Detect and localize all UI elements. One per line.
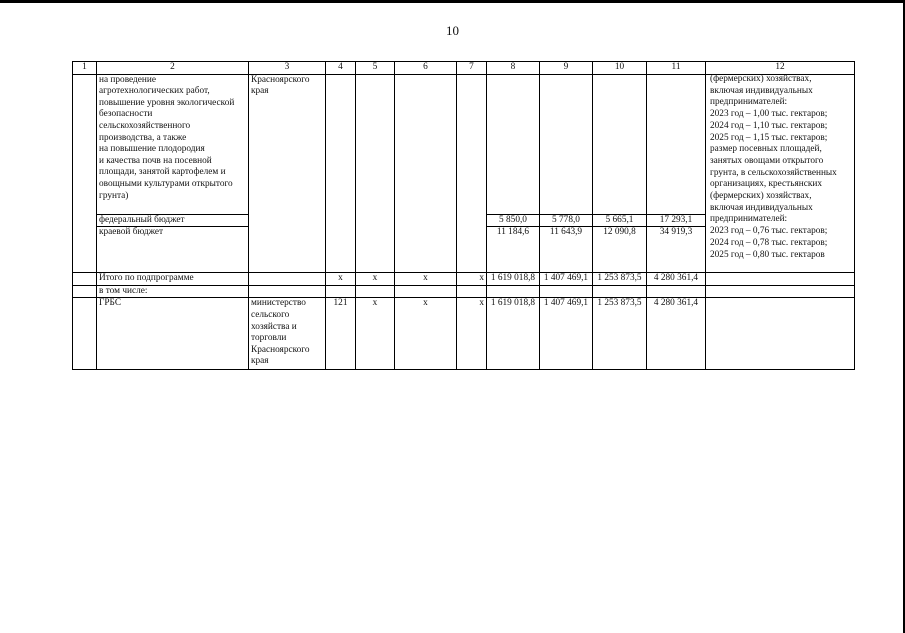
grbs-2025: 1 253 873,5 [593, 298, 647, 370]
result-line: (фермерских) хозяйствах, [710, 191, 812, 202]
grbs-col4: 121 [326, 298, 356, 370]
result-line: включая индивидуальных [710, 202, 813, 213]
description-line: грунта) [99, 190, 129, 201]
result-line: организациях, крестьянских [710, 179, 822, 190]
grbs-total: 4 280 361,4 [647, 298, 706, 370]
measure-col5-cell [356, 74, 395, 273]
measure-col11-cell [647, 74, 706, 214]
row-number-cell [73, 74, 97, 273]
grbs-executor-cell [249, 298, 326, 370]
description-line: сельскохозяйственного [99, 120, 191, 131]
header-cell-7: 7 [457, 62, 487, 75]
including-col10 [593, 285, 647, 298]
header-cell-9: 9 [540, 62, 593, 75]
regional-2023-value: 11 184,6 [487, 227, 540, 273]
description-line: безопасности [99, 109, 153, 120]
grbs-col5: х [356, 298, 395, 370]
measure-col7-cell [457, 74, 487, 273]
description-line: овощными культурами открытого [99, 178, 233, 189]
header-cell-4: 4 [326, 62, 356, 75]
result-line: 2025 год – 1,15 тыс. гектаров; [710, 132, 828, 143]
including-row [73, 285, 855, 298]
description-line: и качества почв на посевной [99, 155, 212, 166]
header-cell-3: 3 [249, 62, 326, 75]
subprogram-total-num-cell [73, 273, 97, 286]
including-col8 [487, 285, 540, 298]
budget-table-wrapper [72, 61, 854, 370]
executor-cell [249, 74, 326, 273]
executor-line: края [251, 86, 269, 97]
grbs-row [73, 298, 855, 370]
description-line: агротехнологических работ, [99, 86, 210, 97]
federal-2023-value: 5 850,0 [487, 214, 540, 227]
grbs-2024: 1 407 469,1 [540, 298, 593, 370]
grbs-executor-line: края [251, 356, 269, 367]
including-col11 [647, 285, 706, 298]
description-line: на повышение плодородия [99, 144, 205, 155]
top-border-line [0, 0, 905, 3]
federal-budget-label: федеральный бюджет [97, 214, 249, 227]
result-line: 2023 год – 1,00 тыс. гектаров; [710, 109, 828, 120]
subprogram-total-2024: 1 407 469,1 [540, 273, 593, 286]
header-cell-10: 10 [593, 62, 647, 75]
subprogram-total-col3 [249, 273, 326, 286]
description-line: площади, занятой картофелем и [99, 167, 226, 178]
result-line: включая индивидуальных [710, 85, 813, 96]
header-cell-12: 12 [706, 62, 855, 75]
grbs-executor-line: торговли [251, 333, 287, 344]
subprogram-total-2023: 1 619 018,8 [487, 273, 540, 286]
executor-line: Красноярского [251, 74, 310, 85]
measure-col9-cell [540, 74, 593, 214]
result-line: 2025 год – 0,80 тыс. гектаров [710, 249, 825, 260]
header-cell-5: 5 [356, 62, 395, 75]
regional-2025-value: 12 090,8 [593, 227, 647, 273]
header-cell-11: 11 [647, 62, 706, 75]
grbs-col6: х [395, 298, 457, 370]
grbs-executor-line: Красноярского [251, 344, 310, 355]
result-line: 2023 год – 0,76 тыс. гектаров; [710, 226, 828, 237]
including-col4 [326, 285, 356, 298]
page-number: 10 [446, 23, 459, 38]
grbs-num-cell [73, 298, 97, 370]
grbs-executor-line: хозяйства и [251, 321, 297, 332]
result-line: предпринимателей: [710, 97, 788, 108]
result-line: занятых овощами открытого [710, 155, 824, 166]
result-line: (фермерских) хозяйствах, [710, 74, 812, 84]
measure-description-cell [97, 74, 249, 214]
result-line: 2024 год – 1,10 тыс. гектаров; [710, 120, 828, 131]
header-cell-1: 1 [73, 62, 97, 75]
regional-2024-value: 11 643,9 [540, 227, 593, 273]
federal-2025-value: 5 665,1 [593, 214, 647, 227]
description-line: на проведение [99, 74, 156, 85]
result-indicator-text [710, 74, 852, 261]
regional-total-value: 34 919,3 [647, 227, 706, 273]
header-cell-6: 6 [395, 62, 457, 75]
federal-total-value: 17 293,1 [647, 214, 706, 227]
description-line: повышение уровня экологической [99, 97, 235, 108]
header-cell-2: 2 [97, 62, 249, 75]
grbs-2023: 1 619 018,8 [487, 298, 540, 370]
subprogram-total-row [73, 273, 855, 286]
result-line: предпринимателей: [710, 214, 788, 225]
description-line: производства, а также [99, 132, 187, 143]
including-col9 [540, 285, 593, 298]
grbs-label: ГРБС [97, 298, 249, 370]
including-col3 [249, 285, 326, 298]
grbs-executor-line: сельского [251, 309, 290, 320]
regional-budget-label: краевой бюджет [97, 227, 249, 273]
measure-col6-cell [395, 74, 457, 273]
including-num-cell [73, 285, 97, 298]
measure-col8-cell [487, 74, 540, 214]
subprogram-total-col12 [706, 273, 855, 286]
grbs-col12 [706, 298, 855, 370]
subprogram-total-2025: 1 253 873,5 [593, 273, 647, 286]
header-row [73, 62, 855, 75]
subprogram-total-label: Итого по подпрограмме [97, 273, 249, 286]
result-line: 2024 год – 0,78 тыс. гектаров; [710, 237, 828, 248]
subprogram-total-sum: 4 280 361,4 [647, 273, 706, 286]
including-label: в том числе: [97, 285, 249, 298]
header-cell-8: 8 [487, 62, 540, 75]
result-line: грунта, в сельскохозяйственных [710, 167, 837, 178]
including-col6 [395, 285, 457, 298]
grbs-executor-line: министерство [251, 298, 306, 309]
grbs-col7: х [457, 298, 487, 370]
federal-2024-value: 5 778,0 [540, 214, 593, 227]
measure-col10-cell [593, 74, 647, 214]
result-line: размер посевных площадей, [710, 144, 822, 155]
including-col12 [706, 285, 855, 298]
including-col5 [356, 285, 395, 298]
subprogram-total-col4: х [326, 273, 356, 286]
subprogram-total-col7: х [457, 273, 487, 286]
including-col7 [457, 285, 487, 298]
measure-col4-cell [326, 74, 356, 273]
subprogram-total-col5: х [356, 273, 395, 286]
subprogram-total-col6: х [395, 273, 457, 286]
